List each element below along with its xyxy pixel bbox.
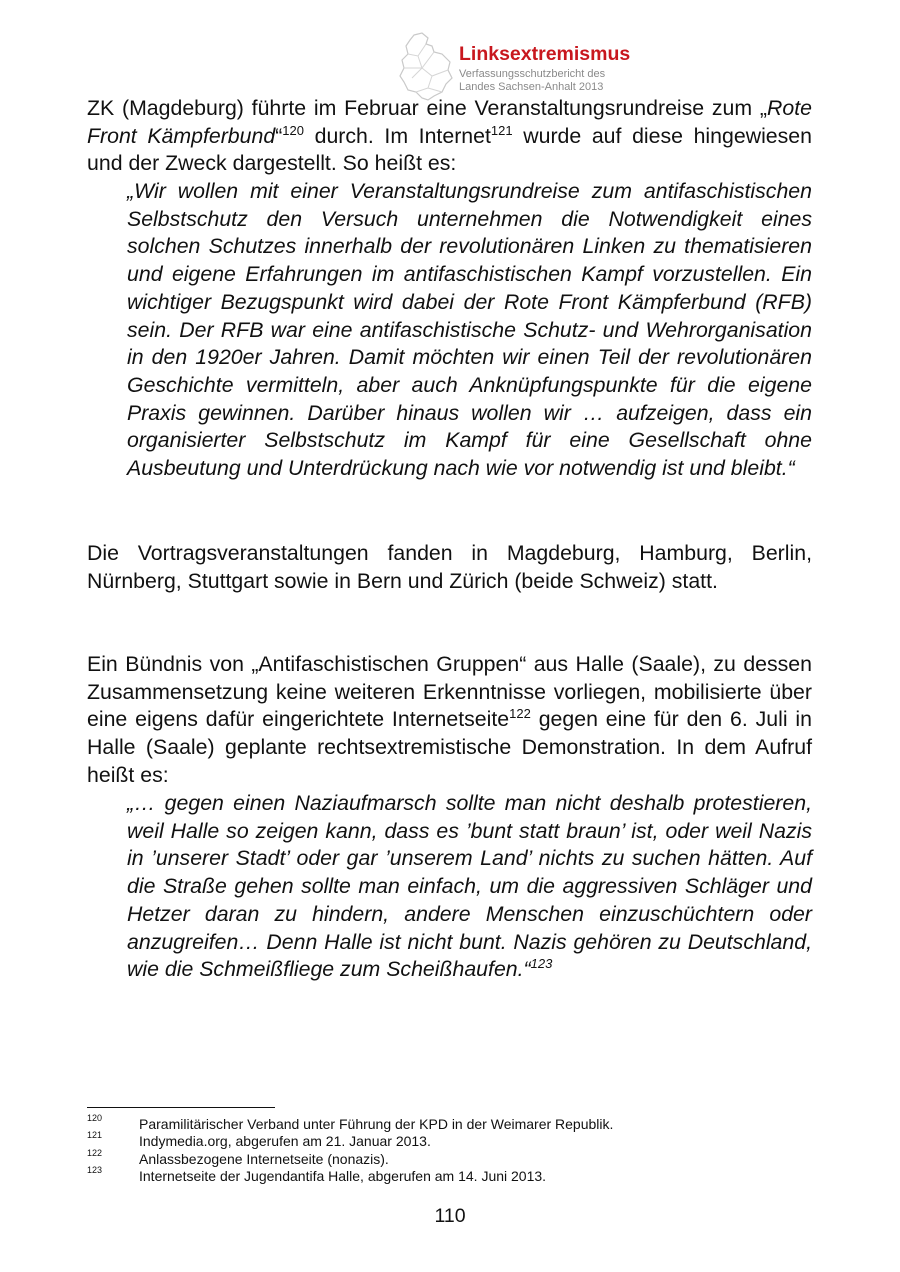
paragraph-3: Ein Bündnis von „Antifaschistischen Gruppen“ aus Halle (Saale), zu dessen Zusammensetzung keine weiteren Erkenntnisse vorliegen, mobilisierte über eine eigens dafür eingerichtete Internetseite$^{122}$ gegen eine für den 6. Juli in Halle (Saale) geplante rechtsextremistische Demonstration. In dem Aufruf heißt es:: [87, 652, 812, 787]
footnote-divider: [87, 1107, 275, 1108]
footnote-text: Paramilitärischer Verband unter Führung der KPD in der Weimarer Republik.: [139, 1116, 614, 1132]
footnote: [87, 1166, 812, 1183]
quote-2: „… gegen einen Naziaufmarsch sollte man nicht deshalb protestieren, weil Halle so zeigen kann, dass es ’bunt statt braun’ ist, oder weil Nazis in ’unserer Stadt’ oder gar ’unserem Land’ nichts zu suchen hätten. Auf die Straße gehen sollte man einfach, um die aggressiven Schläger und Hetzer daran zu hindern, andere Menschen einzuschüchtern oder anzugreifen… Denn Halle ist nicht bunt. Nazis gehören zu Deutschland, wie die Schmeißfliege zum Scheißhaufen.“$^{123}$: [127, 791, 812, 982]
footnote: [87, 1131, 812, 1148]
footnote-ref-123: 123: [530, 956, 553, 972]
paragraph-1: ZK (Magdeburg) führte im Februar eine Veranstaltungsrundreise zum „Rote Front Kämpferbund“$^{120}$ durch. Im Internet$^{121}$ wurde auf diese hingewiesen und der Zweck dargestellt. So heißt es:: [87, 96, 812, 176]
footnote-text: Anlassbezogene Internetseite (nonazis).: [139, 1150, 389, 1167]
footnote-ref-120: 120: [282, 122, 304, 138]
footnote-text: Internetseite der Jugendantifa Halle, abgerufen am 14. Juni 2013.: [139, 1167, 547, 1184]
footnote-number: 120: [87, 1113, 103, 1123]
footnote-ref-121: 121: [490, 122, 513, 138]
footnote-number: 122: [87, 1147, 103, 1158]
rfb-italic: Rote Front Kämpferbund: [87, 96, 812, 148]
footnote: [87, 1114, 812, 1131]
paragraph-2: Die Vortragsveranstaltungen fanden in Magdeburg, Hamburg, Berlin, Nürnberg, Stuttgart sowie in Bern und Zürich (beide Schweiz) statt.: [87, 541, 812, 593]
saxony-anhalt-map-icon: [398, 32, 454, 102]
footnotes: [87, 1114, 812, 1183]
page-header: [398, 30, 818, 102]
footnote-number: 123: [87, 1164, 103, 1175]
header-title: Linksextremismus: [459, 43, 631, 65]
footnote-text: Indymedia.org, abgerufen am 21. Januar 2013.: [139, 1133, 431, 1150]
footnote: [87, 1149, 812, 1166]
footnote-ref-122: 122: [509, 706, 531, 722]
header-subtitle-1: Verfassungsschutzbericht des: [459, 68, 606, 80]
page-number: 110: [434, 1205, 466, 1227]
quote-1: „Wir wollen mit einer Veranstaltungsrundreise zum antifaschistischen Selbstschutz den Versuch unternehmen die Notwendigkeit eines solchen Schutzes innerhalb der revolutionären Linken zu thematisieren und eigene Erfahrungen im antifaschistischen Kampf vorzustellen. Ein wichtiger Bezugspunkt wird dabei der Rote Front Kämpferbund (RFB) sein. Der RFB war eine antifaschistische Schutz- und Wehrorganisation in den 1920er Jahren. Damit möchten wir einen Teil der revolutionären Geschichte vermitteln, aber auch Anknüpfungspunkte für die eigene Praxis gewinnen. Darüber hinaus wollen wir … aufzeigen, dass ein organisierter Selbstschutz im Kampf für eine Gesellschaft ohne Ausbeutung und Unterdrückung nach wie vor notwendig ist und bleibt.“: [127, 179, 812, 481]
header-subtitle-2: Landes Sachsen-Anhalt 2013: [459, 81, 604, 93]
footnote-number: 121: [87, 1130, 103, 1141]
